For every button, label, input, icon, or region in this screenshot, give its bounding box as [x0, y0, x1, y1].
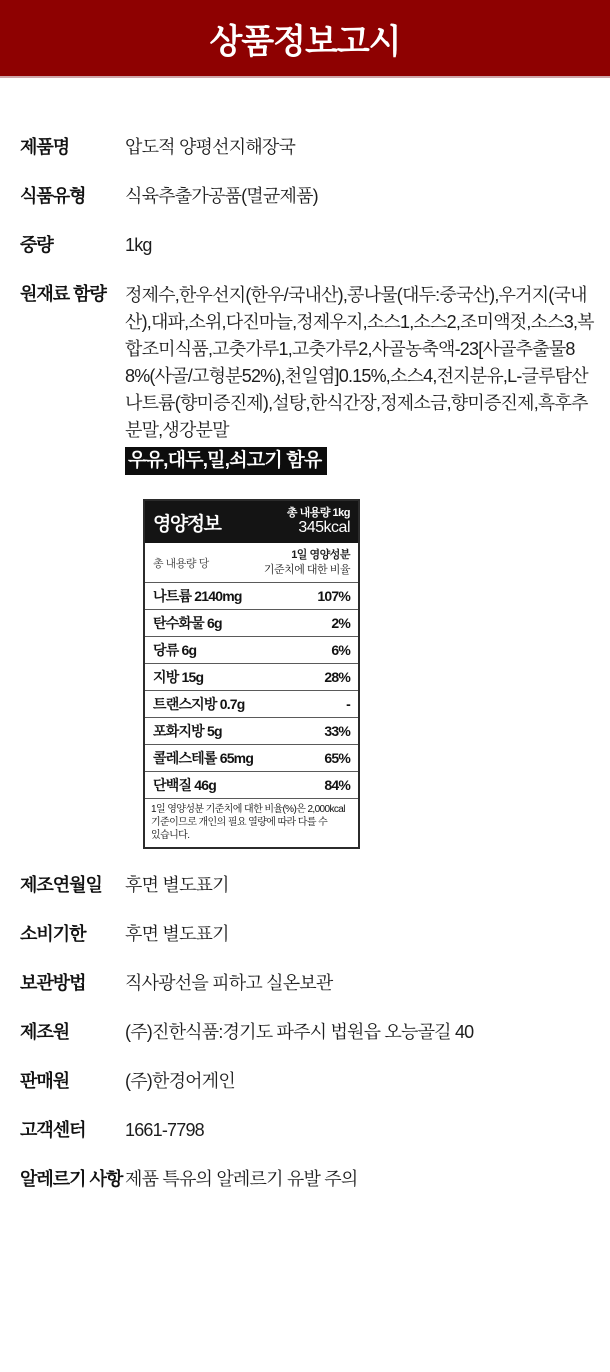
info-row-weight [20, 233, 594, 257]
nutrition-title: 영양정보 [153, 513, 221, 535]
nutrient-percent: 84% [324, 777, 350, 793]
info-row-allergy-notice [20, 1167, 594, 1191]
info-row-ingredients [20, 282, 594, 475]
info-row-expiry [20, 922, 594, 946]
nutrient-name: 콜레스테롤 65mg [153, 750, 254, 766]
nutrient-row-cholesterol [145, 745, 358, 772]
info-value: 1kg [125, 235, 152, 255]
info-value: (주)한경어게인 [125, 1071, 235, 1091]
nutrient-percent: - [346, 696, 350, 712]
nutrient-name: 탄수화물 6g [153, 615, 222, 631]
nutrient-percent: 107% [317, 588, 350, 604]
page-title: 상품정보고시 [209, 22, 401, 61]
nutrition-dv-line2: 기준치에 대한 비율 [263, 563, 350, 576]
info-value: 직사광선을 피하고 실온보관 [125, 973, 333, 993]
info-row-food-type [20, 184, 594, 208]
product-info-content [0, 78, 610, 1256]
nutrient-row-transfat [145, 691, 358, 718]
info-row-manufacturer [20, 1020, 594, 1044]
nutrition-footnote: 1일 영양성분 기준치에 대한 비율(%)은 2,000kcal 기준이므로 개인의 필요 열량에 따라 다를 수 있습니다. [151, 804, 345, 841]
nutrient-name: 나트륨 2140mg [153, 588, 242, 604]
info-label: 보관방법 [20, 973, 86, 993]
info-label: 제조원 [20, 1022, 70, 1042]
nutrient-percent: 33% [324, 723, 350, 739]
nutrient-name: 당류 6g [153, 642, 197, 658]
nutrient-percent: 2% [331, 615, 350, 631]
info-value: 식육추출가공품(멸균제품) [125, 186, 318, 206]
nutrient-name: 지방 15g [153, 669, 204, 685]
ingredients-value [125, 282, 594, 475]
info-label: 소비기한 [20, 924, 86, 944]
info-value: 제품 특유의 알레르기 유발 주의 [125, 1169, 358, 1189]
info-label: 원재료 함량 [20, 284, 106, 304]
nutrient-row-sugars [145, 637, 358, 664]
nutrition-calories: 345kcal [298, 519, 350, 537]
nutrient-row-carbs [145, 610, 358, 637]
nutrition-subheader [145, 543, 358, 583]
nutrition-dv-line1: 1일 영양성분 [291, 549, 350, 562]
nutrition-facts-panel [143, 499, 360, 849]
info-label: 제품명 [20, 137, 70, 157]
info-value: 후면 별도표기 [125, 924, 229, 944]
info-label: 판매원 [20, 1071, 70, 1091]
info-row-product-name [20, 135, 594, 159]
nutrient-name: 트랜스지방 0.7g [153, 696, 245, 712]
info-value: 1661-7798 [125, 1120, 204, 1140]
nutrient-row-satfat [145, 718, 358, 745]
info-label: 고객센터 [20, 1120, 86, 1140]
nutrition-header [145, 501, 358, 543]
ingredients-text: 정제수,한우선지(한우/국내산),콩나물(대두:중국산),우거지(국내산),대파,소위,다진마늘,정제우지,소스1,소스2,조미액젓,소스3,복합조미식품,고춧가루1,고춧가루2,사골농축액-23[사골추출물88%(사골/고형분52%),천일염]0.15%,소스4,전지분유,L-글루탐산나트륨(향미증진제),설탕,한식간장,정제소금,향미증진제,흑후추분말,생강분말 [125, 285, 594, 440]
info-row-customer-center [20, 1118, 594, 1142]
nutrient-row-sodium [145, 583, 358, 610]
nutrition-total-amount: 총 내용량 1kg [286, 507, 350, 520]
info-value: 압도적 양평선지해장국 [125, 137, 296, 157]
nutrient-name: 단백질 46g [153, 777, 216, 793]
info-row-storage [20, 971, 594, 995]
nutrient-percent: 65% [324, 750, 350, 766]
nutrient-percent: 28% [324, 669, 350, 685]
info-label: 알레르기 사항 [20, 1169, 123, 1189]
info-row-manufacture-date [20, 873, 594, 897]
info-value: (주)진한식품:경기도 파주시 법원읍 오능골길 40 [125, 1022, 474, 1042]
nutrient-name: 포화지방 5g [153, 723, 222, 739]
nutrition-per-label: 총 내용량 당 [153, 557, 209, 570]
info-label: 중량 [20, 235, 53, 255]
info-label: 식품유형 [20, 186, 86, 206]
allergen-warning-badge: 우유,대두,밀,쇠고기 함유 [125, 447, 327, 475]
info-row-seller [20, 1069, 594, 1093]
info-label: 제조연월일 [20, 875, 102, 895]
nutrient-percent: 6% [331, 642, 350, 658]
header-banner [0, 0, 610, 78]
nutrition-dv-header [264, 548, 350, 577]
info-value: 후면 별도표기 [125, 875, 229, 895]
nutrient-row-fat [145, 664, 358, 691]
nutrient-row-protein [145, 772, 358, 799]
nutrition-total-block [287, 507, 350, 537]
